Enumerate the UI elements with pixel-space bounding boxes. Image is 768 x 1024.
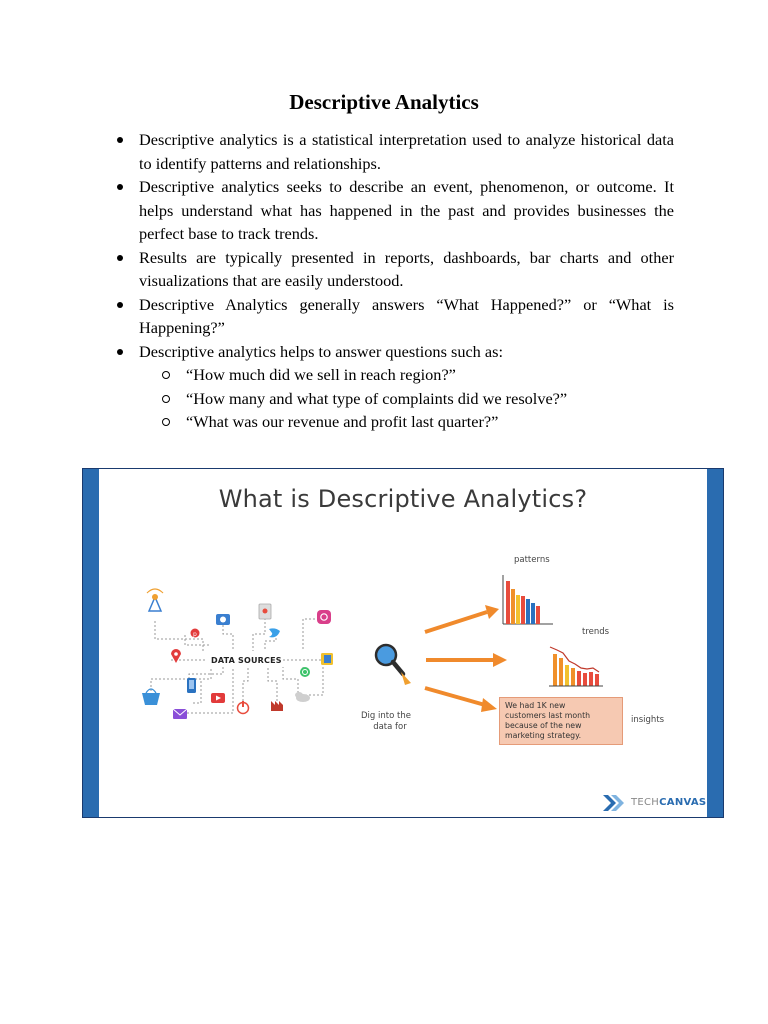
arrow-to-patterns bbox=[425, 612, 487, 632]
dig-label-line: Dig into the bbox=[361, 711, 411, 721]
bullet-item bbox=[139, 175, 674, 246]
dig-label bbox=[361, 711, 411, 733]
techcanvas-logo-icon bbox=[603, 795, 624, 811]
trends-bar bbox=[565, 665, 569, 686]
trends-chart bbox=[549, 647, 603, 686]
phone-icon bbox=[187, 678, 196, 693]
bullet-dot bbox=[117, 349, 123, 355]
insight-line: We had 1K new bbox=[505, 701, 566, 710]
patterns-label: patterns bbox=[514, 555, 550, 565]
trends-bar bbox=[589, 672, 593, 686]
email-icon bbox=[173, 709, 187, 719]
bullet-dot bbox=[117, 184, 123, 190]
insight-line: because of the new bbox=[505, 721, 582, 730]
pinterest-icon bbox=[191, 629, 200, 639]
instagram-icon bbox=[317, 610, 331, 624]
bullet-item bbox=[139, 293, 674, 340]
insight-box bbox=[499, 697, 623, 745]
trends-bar bbox=[571, 668, 575, 686]
bullet-dot bbox=[117, 302, 123, 308]
sub-bullet-text: “What was our revenue and profit last quarter?” bbox=[186, 412, 499, 431]
slide-illustration bbox=[83, 469, 724, 818]
shopping-basket-icon bbox=[142, 689, 160, 705]
power-icon bbox=[238, 701, 249, 714]
sub-bullet-text: “How many and what type of complaints did we resolve?” bbox=[186, 388, 568, 408]
sub-bullet-item bbox=[186, 410, 674, 434]
trends-bar bbox=[577, 671, 581, 686]
bullet-item bbox=[139, 246, 674, 293]
data-sources-label: DATA SOURCES bbox=[211, 656, 282, 665]
location-pin-icon bbox=[171, 649, 181, 663]
dig-label-line: data for bbox=[373, 722, 407, 732]
arrows bbox=[425, 605, 507, 712]
slide-image bbox=[82, 468, 724, 818]
bullet-text: Descriptive analytics is a statistical interpretation used to analyze historical data to identify patterns and relationships. bbox=[139, 130, 674, 173]
bullet-text: Descriptive Analytics generally answers “What Happened?” or “What is Happening?” bbox=[139, 294, 674, 337]
youtube-icon bbox=[211, 693, 225, 703]
cloud-icon bbox=[295, 692, 310, 702]
folder-icon bbox=[321, 653, 333, 665]
bullet-text: Descriptive analytics seeks to describe an event, phenomenon, or outcome. It helps understand what has happened in the past and provides businesses the perfect base to track trends. bbox=[139, 177, 674, 243]
techcanvas-logo bbox=[631, 797, 706, 808]
factory-icon bbox=[271, 701, 283, 711]
patterns-bar bbox=[536, 606, 540, 624]
bullet-text: Descriptive analytics helps to answer questions such as: bbox=[139, 341, 503, 361]
camera-icon bbox=[216, 614, 230, 625]
bullet-item bbox=[139, 340, 674, 434]
patterns-bar bbox=[521, 596, 525, 624]
sub-bullet-text: “How much did we sell in reach region?” bbox=[186, 365, 456, 384]
whatsapp-icon bbox=[300, 667, 310, 677]
twitter-icon bbox=[269, 628, 280, 637]
document-icon bbox=[259, 604, 271, 619]
trends-label: trends bbox=[582, 627, 610, 637]
trends-bar bbox=[583, 673, 587, 686]
patterns-bar bbox=[511, 589, 515, 624]
patterns-bar bbox=[531, 603, 535, 624]
bullet-item bbox=[139, 128, 674, 175]
patterns-bar bbox=[526, 599, 530, 624]
patterns-chart bbox=[503, 575, 553, 624]
sub-bullet-item bbox=[186, 387, 674, 411]
logo-suffix: CANVAS bbox=[659, 797, 707, 808]
sub-bullet-marker bbox=[162, 395, 170, 403]
trends-bar bbox=[559, 658, 563, 686]
trends-bar bbox=[595, 674, 599, 686]
antenna-icon bbox=[147, 589, 163, 611]
slide-title: What is Descriptive Analytics? bbox=[218, 485, 588, 513]
insight-line: customers last month bbox=[505, 711, 591, 720]
bullet-dot bbox=[117, 255, 123, 261]
patterns-bar bbox=[516, 595, 520, 624]
page-title: Descriptive Analytics bbox=[289, 90, 479, 114]
bullet-text: Results are typically presented in reports, dashboards, bar charts and other visualizations that are easily understood. bbox=[139, 247, 674, 290]
sub-bullet-marker bbox=[162, 418, 170, 426]
trends-bar bbox=[553, 654, 557, 686]
bullet-dot bbox=[117, 137, 123, 143]
logo-prefix: TECH bbox=[631, 797, 660, 808]
svg-text:p: p bbox=[193, 631, 197, 638]
patterns-bar bbox=[506, 581, 510, 624]
insight-line: marketing strategy. bbox=[505, 731, 582, 740]
sub-bullet-item bbox=[186, 363, 674, 387]
insights-label: insights bbox=[631, 715, 665, 725]
sub-bullet-marker bbox=[162, 371, 170, 379]
arrow-to-insights bbox=[425, 688, 485, 705]
sub-bullet-list bbox=[186, 363, 674, 434]
magnifier-icon bbox=[376, 645, 411, 685]
bullet-list bbox=[139, 128, 674, 434]
